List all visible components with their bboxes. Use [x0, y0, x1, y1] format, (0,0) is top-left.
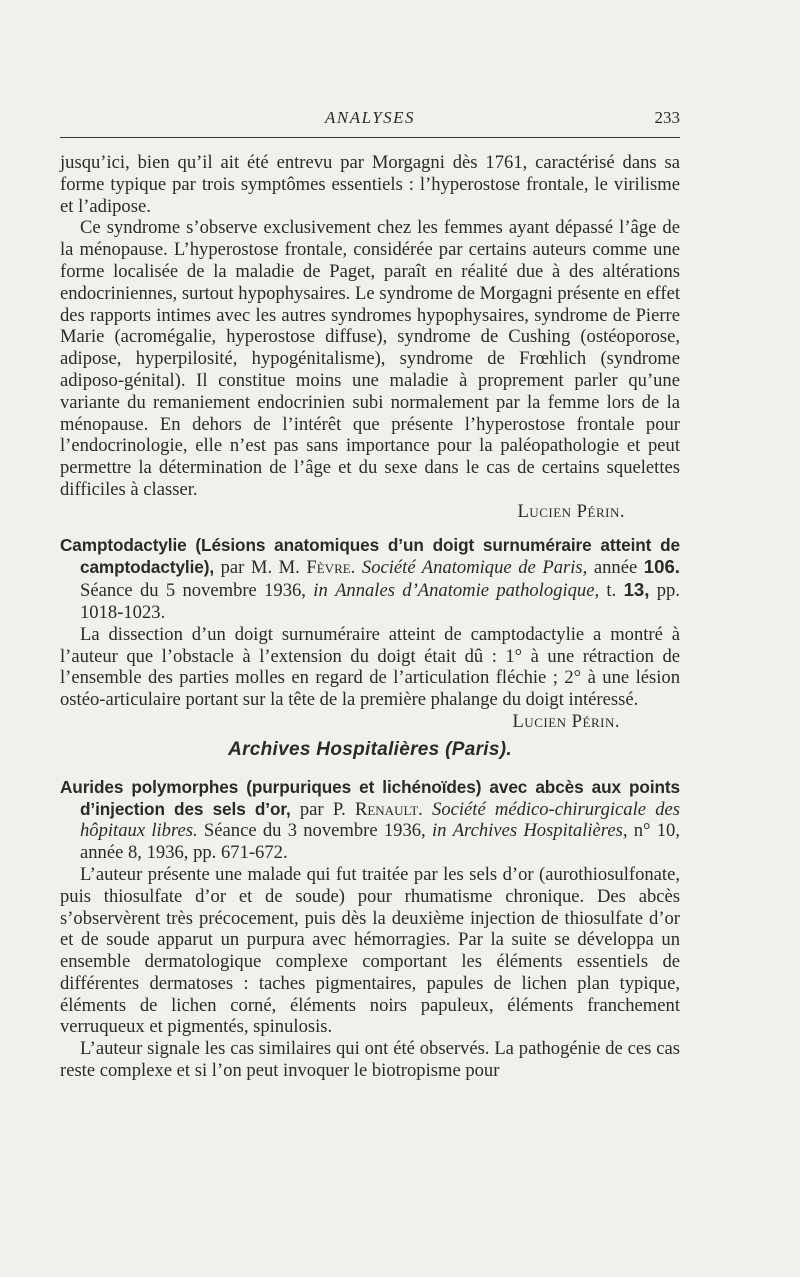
article2-volume: 13, — [623, 579, 650, 601]
article3-author: P. Renault. — [332, 798, 423, 820]
article3-by: par — [299, 798, 324, 820]
page-header — [60, 108, 680, 134]
article2-signature: Lucien Périn. — [512, 710, 620, 732]
article2-session: Séance du 5 novembre 1936, — [80, 580, 306, 602]
article2 — [60, 534, 680, 732]
article3-paragraph-1: L’auteur présente une malade qui fut traitée par les sels d’or (aurothiosulfonate, puis thiosulfate d’or et de soude) pour rhumatisme chronique. Des abcès s’observèrent très précocement, puis dès la deuxième injection de thiosulfate d’or et de soude apparut un purpura avec hémorragies. Par la suite se développa un ensemble dermatologique complexe comportant les éléments essentiels de différentes dermatoses : taches pigmentaires, papules de lichen plan typique, éléments de lichen corné, éléments noirs papuleux, éléments franchement verruqueux et pigmentés, spinulosis. — [60, 863, 680, 1038]
article2-title: Camptodactylie (Lésions anatomiques d’un doigt surnuméraire atteint de camptodactylie), — [60, 534, 680, 578]
article2-pages: pp. 1018-1023. — [80, 580, 680, 623]
article2-authors: M. M. Fèvre. — [250, 557, 356, 579]
article2-by: par — [220, 557, 245, 579]
article2-year-label: année — [593, 557, 638, 579]
main-content — [60, 152, 680, 1082]
article2-body-text: La dissection d’un doigt surnuméraire atteint de camptodactylie a montré à l’auteur que l’obstacle à l’extension du doigt était dû : 1° à une rétraction de l’ensemble des parties molles en regard de l’articulation fléchie ; 2° à une lésion ostéo-articulaire portant sur la tête de la première phalange du doigt intéressé. — [60, 623, 680, 711]
article2-publication: Annales d’Anatomie pathologique, — [335, 580, 600, 602]
article1-signature: Lucien Périn. — [517, 500, 625, 522]
article2-heading — [60, 535, 680, 624]
article3-title: Aurides polymorphes (purpuriques et lichénoïdes) avec abcès aux points d’injection des sels d’or, — [60, 776, 680, 819]
article2-body — [60, 623, 680, 732]
header-rule — [60, 137, 680, 138]
article3-issue: n° 10, année 8, 1936, pp. 671-672. — [80, 820, 680, 864]
article1-paragraph-2: Ce syndrome s’observe exclusivement chez les femmes ayant dépassé l’âge de la ménopause. L’hyperostose frontale, considérée par certains auteurs comme une forme localisée de la maladie de Paget, paraît en réalité due à des altérations endocriniennes, surtout hypophysaires. Le syndrome de Morgagni présente en effet des rapports intimes avec les autres syndromes hypophysaires, syndrome de Pierre Marie (acromégalie, hyperostose diffuse), syndrome de Cushing (ostéoporose, adipose, hyperpilosité, hypogénitalisme), syndrome de Frœhlich (syndrome adiposo-génital). Il constitue moins une maladie à proprement parler qu’une variante du remaniement endocrinien subi normalement par la femme lors de la ménopause. En dehors de l’intérêt que présente l’hyperostose frontale pour l’endocrinologie, elle n’est pas sans importance pour la paléopathologie et peut permettre la détermination de l’âge et du sexe dans le cas de certains squelettes difficiles à classer. — [60, 217, 680, 500]
article3-journal: Société médico-chirurgicale des hôpitaux libres. — [80, 798, 680, 842]
article3-paragraph-2: L’auteur signale les cas similaires qui ont été observés. La pathogénie de ces cas reste complexe et si l’on peut invoquer le biotropisme pour — [60, 1038, 680, 1082]
article2-in-label: in — [313, 580, 328, 602]
article3-session: Séance du 3 novembre 1936, — [203, 820, 426, 842]
running-title: ANALYSES — [324, 108, 416, 127]
page-number: 233 — [654, 108, 680, 127]
article3-publication: Archives Hospitalières, — [452, 820, 628, 842]
article2-year-volume: 106. — [643, 556, 680, 578]
article2-journal: Société Anatomique de Paris, — [361, 557, 588, 579]
article3-in-label: in — [431, 820, 447, 842]
article1-paragraph-1: jusqu’ici, bien qu’il ait été entrevu par Morgagni dès 1761, caractérisé dans sa forme typique par trois symptômes essentiels : l’hyperostose frontale, le virilisme et l’adipose. — [60, 152, 680, 217]
section-title: Archives Hospitalières (Paris). — [228, 738, 512, 760]
article3-heading — [60, 777, 680, 864]
article3 — [60, 777, 680, 1082]
article2-volume-label: t. — [606, 580, 617, 602]
